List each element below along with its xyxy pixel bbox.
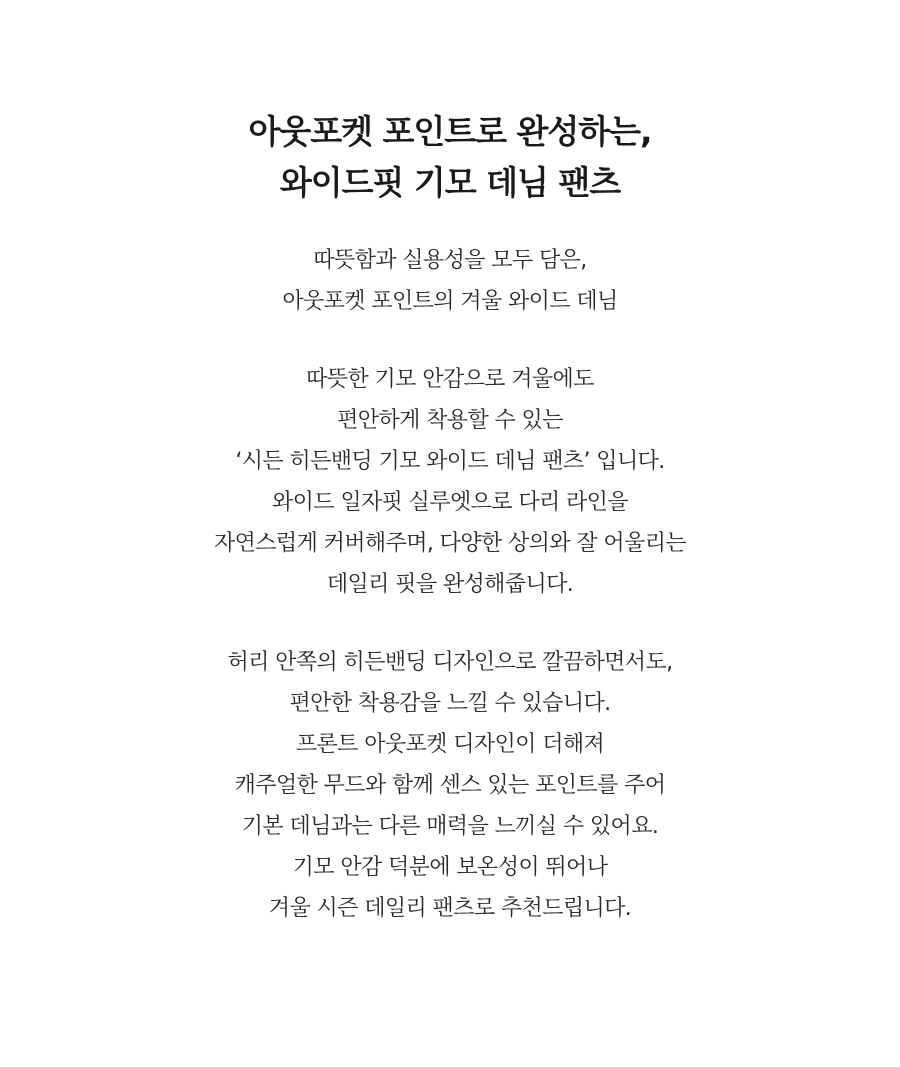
title-line-2: 와이드핏 기모 데님 팬츠 [279,163,621,202]
text-line: 기본 데님과는 다른 매력을 느끼실 수 있어요. [241,814,659,839]
text-line: 겨울 시즌 데일리 팬츠로 추천드립니다. [268,896,632,921]
text-line: ‘시든 히든밴딩 기모 와이드 데님 팬츠’ 입니다. [235,449,665,474]
title-line-1: 아웃포켓 포인트로 완성하는, [248,112,652,151]
text-line: 자연스럽게 커버해주며, 다양한 상의와 잘 어울리는 [213,531,687,556]
text-line: 아웃포켓 포인트의 겨울 와이드 데님 [282,289,618,314]
text-line: 기모 안감 덕분에 보온성이 뛰어나 [292,855,608,880]
intro-paragraph [0,240,900,322]
text-line: 허리 안쪽의 히든밴딩 디자인으로 깔끔하면서도, [227,650,673,675]
text-line: 편안한 착용감을 느낄 수 있습니다. [289,691,611,716]
description-body [0,240,900,929]
text-line: 따뜻함과 실용성을 모두 담은, [313,248,587,273]
details-paragraph [0,642,900,929]
text-line: 프론트 아웃포켓 디자인이 더해져 [295,732,605,757]
text-line: 와이드 일자핏 실루엣으로 다리 라인을 [271,490,628,515]
text-line: 캐주얼한 무드와 함께 센스 있는 포인트를 주어 [234,773,666,798]
text-line: 편안하게 착용할 수 있는 [337,408,563,433]
features-paragraph [0,359,900,605]
text-line: 데일리 핏을 완성해줍니다. [326,572,574,597]
text-line: 따뜻한 기모 안감으로 겨울에도 [306,367,594,392]
page-title [0,106,900,208]
